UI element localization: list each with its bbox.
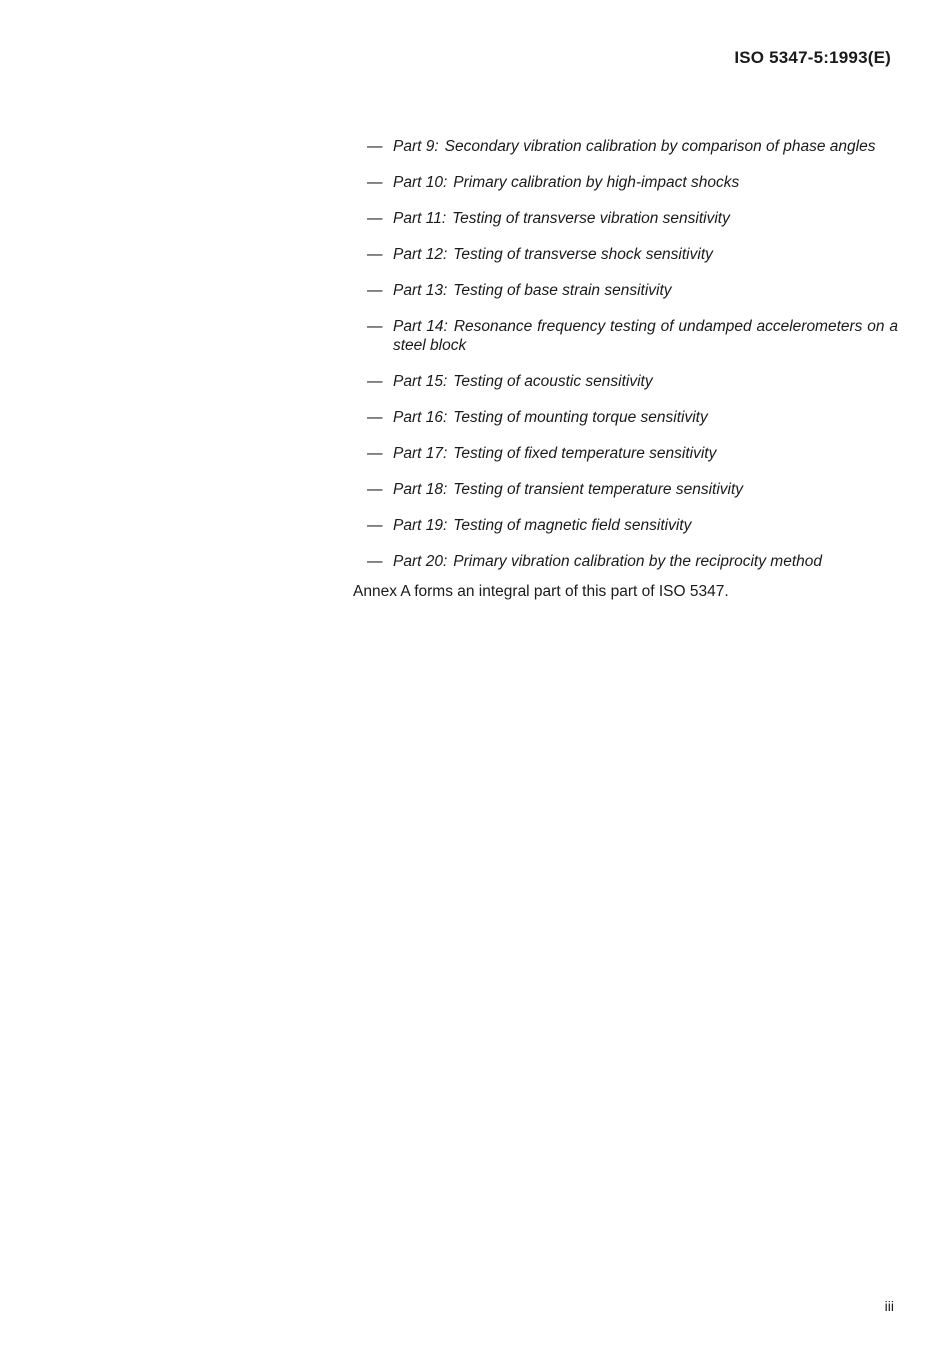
part-ref: Part 14: [393,318,448,335]
part-ref: Part 15: [393,373,448,390]
part-ref: Part 18: [393,481,448,498]
dash-bullet: — [367,282,383,299]
dash-bullet: — [367,210,383,227]
part-ref: Part 16: [393,409,448,426]
dash-bullet: — [367,517,383,534]
annex-note: Annex A forms an integral part of this part of ISO 5347. [353,583,729,600]
dash-bullet: — [367,373,383,390]
dash-bullet: — [367,481,383,498]
dash-bullet: — [367,409,383,426]
part-title: Primary vibration calibration by the reciprocity method [453,553,822,570]
part-ref: Part 13: [393,282,448,299]
list-item-part-12 [353,245,898,264]
list-item-part-11 [353,209,898,228]
part-title: Testing of transverse shock sensitivity [453,246,713,263]
part-ref: Part 9: [393,138,439,155]
document-body [353,137,898,617]
part-title: Testing of fixed temperature sensitivity [453,445,717,462]
list-item-part-19 [353,516,898,535]
list-item-part-16 [353,408,898,427]
dash-bullet: — [367,246,383,263]
part-ref: Part 20: [393,553,448,570]
list-item-part-15 [353,372,898,391]
list-item-part-13 [353,281,898,300]
part-title: Testing of transient temperature sensitivity [453,481,744,498]
part-ref: Part 17: [393,445,448,462]
list-item-part-20 [353,552,898,571]
dash-bullet: — [367,138,383,155]
standard-id: ISO 5347-5:1993(E) [734,48,891,67]
list-item-part-14 [353,317,898,355]
dash-bullet: — [367,318,383,335]
dash-bullet: — [367,174,383,191]
dash-bullet: — [367,553,383,570]
list-item-part-18 [353,480,898,499]
parts-list [353,137,898,571]
list-item-part-17 [353,444,898,463]
part-ref: Part 12: [393,246,448,263]
document-header [734,48,891,68]
list-item-part-10 [353,173,898,192]
list-item-part-9 [353,137,898,156]
part-title: Resonance frequency testing of undamped accelerometers on a steel block [393,318,899,354]
dash-bullet: — [367,445,383,462]
part-ref: Part 19: [393,517,448,534]
part-ref: Part 11: [393,210,447,227]
part-title: Primary calibration by high-impact shocks [453,174,740,191]
page-number: iii [884,1298,894,1314]
part-title: Testing of magnetic field sensitivity [453,517,692,534]
part-title: Testing of mounting torque sensitivity [453,409,708,426]
part-title: Secondary vibration calibration by comparison of phase angles [444,138,876,155]
part-title: Testing of transverse vibration sensitivity [452,210,730,227]
part-title: Testing of acoustic sensitivity [453,373,653,390]
part-title: Testing of base strain sensitivity [453,282,672,299]
part-ref: Part 10: [393,174,448,191]
